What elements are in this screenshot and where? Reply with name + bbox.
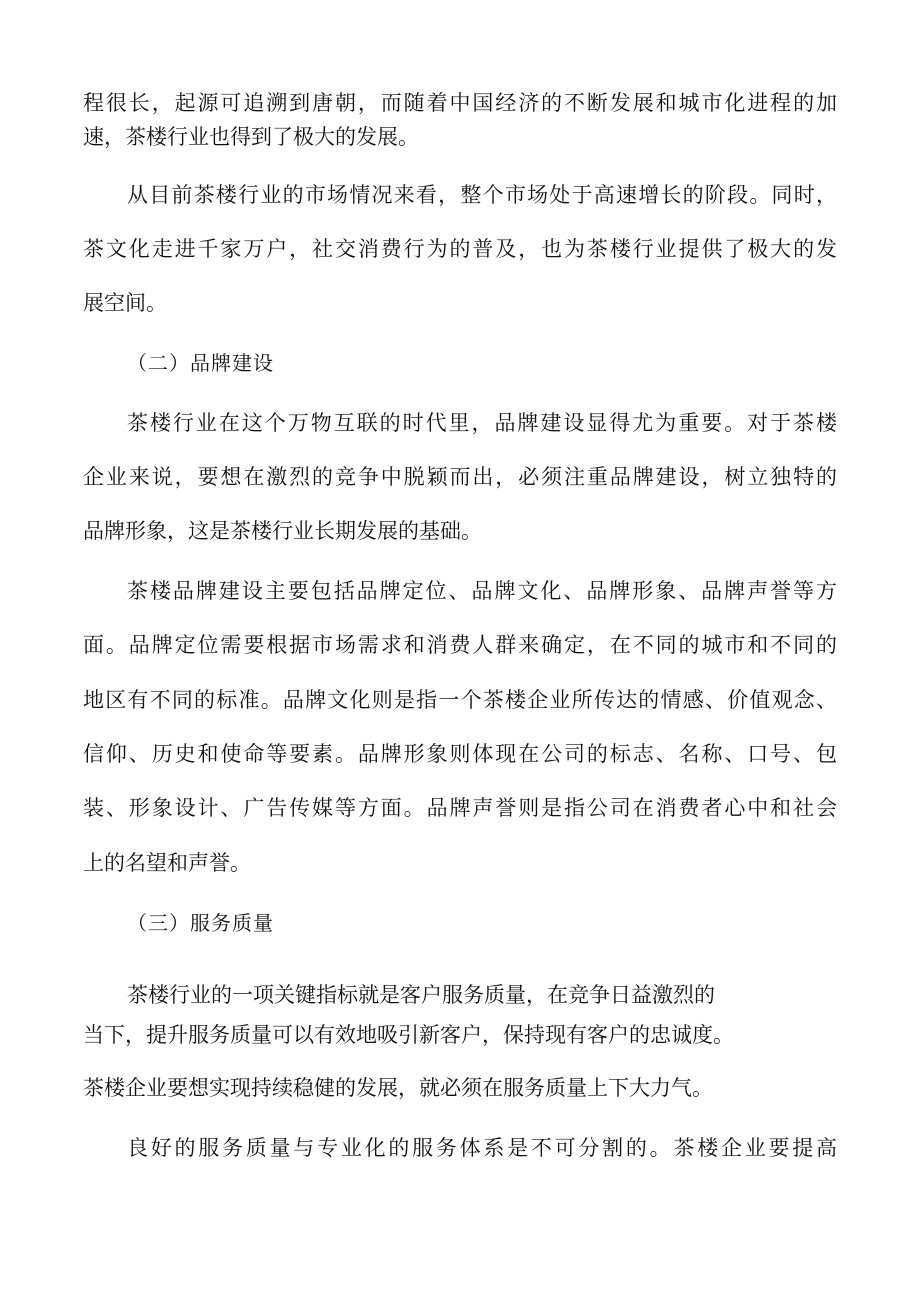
paragraph-line: 装、形象设计、广告传媒等方面。品牌声誉则是指公司在消费者心中和社会: [83, 796, 837, 820]
paragraph-line: 茶楼行业的一项关键指标就是客户服务质量，在竞争日益激烈的: [127, 983, 715, 1007]
paragraph-line: 展空间。: [83, 291, 167, 315]
paragraph-line: 速，茶楼行业也得到了极大的发展。: [83, 125, 419, 149]
paragraph-line: 品牌形象，这是茶楼行业长期发展的基础。: [83, 519, 482, 543]
paragraph-line: 信仰、历史和使命等要素。品牌形象则体现在公司的标志、名称、口号、包: [83, 742, 837, 766]
section-heading: （二）品牌建设: [127, 351, 274, 375]
paragraph-line: 茶楼行业在这个万物互联的时代里，品牌建设显得尤为重要。对于茶楼: [127, 411, 837, 435]
paragraph-line: 茶楼企业要想实现持续稳健的发展，就必须在服务质量上下大力气。: [83, 1076, 713, 1100]
paragraph-line: 茶楼品牌建设主要包括品牌定位、品牌文化、品牌形象、品牌声誉等方: [127, 579, 837, 603]
paragraph-line: 从目前茶楼行业的市场情况来看，整个市场处于高速增长的阶段。同时，: [127, 183, 837, 207]
paragraph-line: 企业来说，要想在激烈的竞争中脱颖而出，必须注重品牌建设，树立独特的: [83, 465, 837, 489]
paragraph-line: 地区有不同的标准。品牌文化则是指一个茶楼企业所传达的情感、价值观念、: [83, 688, 837, 712]
paragraph-line: 当下，提升服务质量可以有效地吸引新客户，保持现有客户的忠诚度。: [83, 1023, 734, 1047]
paragraph-line: 上的名望和声誉。: [83, 851, 251, 875]
paragraph-line: 程很长，起源可追溯到唐朝，而随着中国经济的不断发展和城市化进程的加: [83, 91, 837, 115]
paragraph-line: 茶文化走进千家万户，社交消费行为的普及，也为茶楼行业提供了极大的发: [83, 237, 837, 261]
section-heading: （三）服务质量: [127, 911, 274, 935]
paragraph-line: 面。品牌定位需要根据市场需求和消费人群来确定，在不同的城市和不同的: [83, 633, 837, 657]
paragraph-line: 良好的服务质量与专业化的服务体系是不可分割的。茶楼企业要提高: [127, 1136, 837, 1160]
